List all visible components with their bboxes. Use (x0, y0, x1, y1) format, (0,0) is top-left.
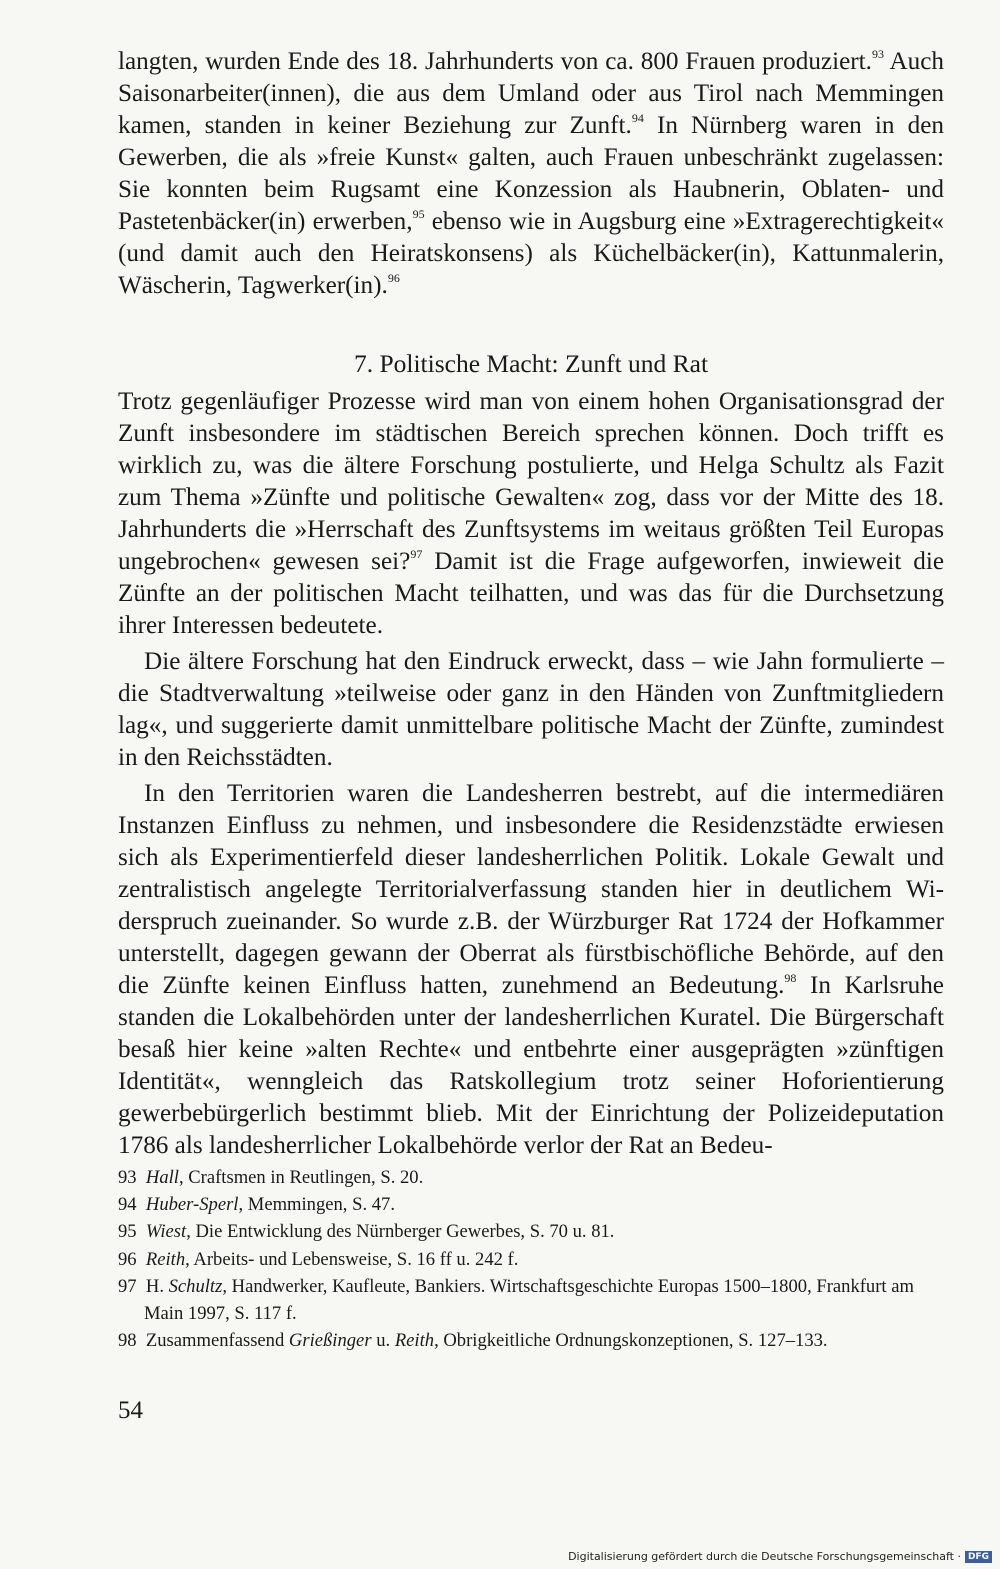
footnote-marker: 93 (871, 47, 884, 61)
footnote-author: Reith (145, 1248, 186, 1270)
digitization-note: Digitalisierung gefördert durch die Deutsche Forschungsgemeinschaft · (568, 1550, 961, 1563)
dfg-logo: DFG (965, 1551, 992, 1563)
footnote-marker: 98 (784, 971, 797, 985)
text-run: Trotz gegenläufiger Prozesse wird man von einem hohen Organisationsgrad der Zunft insbesondere im städtischen Bereich sprechen können. Doch trifft es wirklich zu, was die ältere Forschung postulierte, und Helga Schultz als Fazit zum Thema »Zünfte und politische Gewalten« zog, dass vor der Mitte des 18. Jahrhunderts die »Herrschaft des Zunftsystems im weitaus größten Teil Europas ungebrochen« gewesen sei? (118, 388, 944, 575)
text-run: ebenso wie in Augsburg eine »Extragerechtigkeit« (und damit auch den Heiratskonsens) als Küchelbäcker(in), Kattunmalerin, Wäscherin, Tagwerker(in). (118, 208, 945, 299)
paragraph-1 (118, 46, 944, 302)
footnote-author: Hall (145, 1167, 179, 1188)
footnote-number: 95 (118, 1221, 137, 1243)
footnote-author: Grießinger (288, 1330, 372, 1352)
text-run: In den Territorien waren die Landesherren bestrebt, auf die intermediären Instanzen Einfluss zu nehmen, und insbesondere die Residenzstädte erwiesen sich als Experimentierfeld dieser landesherrlichen Politik. Lokale Gewalt und zentralistisch angelegte Territorialverfassung standen hier in deutlichem Widerspruch zueinander. So wurde z.B. der Würzburger Rat 1724 der Hofkammer unterstellt, dagegen gewann der Oberrat als fürstbischöfliche Behörde, auf den die Zünfte keinen Einfluss hatten, zunehmend an Bedeutung. (118, 780, 944, 999)
footnote-marker: 96 (387, 271, 400, 285)
footnote-number: 96 (118, 1248, 137, 1270)
footnote (118, 1164, 944, 1191)
page-number: 54 (118, 1397, 143, 1424)
footnote-author: Huber-Sperl (145, 1194, 239, 1216)
text-run: Damit ist die Frage aufgeworfen, inwieweit die Zünfte an der politischen Macht teilhatten, und was das für die Durchsetzung ihrer Interessen bedeutete. (118, 548, 944, 639)
footnote-marker: 95 (412, 207, 425, 221)
footnote-author: Wiest (145, 1221, 187, 1243)
text-run: langten, wurden Ende des 18. Jahrhunderts von ca. 800 Frauen produziert. (118, 48, 872, 75)
paragraph-2 (118, 386, 944, 642)
footnote-text: , Die Entwicklung des Nürnberger Gewerbes, S. 70 u. 81. (186, 1221, 615, 1243)
text-run: Auch Saisonarbeiter(innen), die aus dem Umland oder aus Tirol nach Memmingen kamen, standen in keiner Beziehung zur Zunft. (118, 48, 945, 139)
text-run: Die ältere Forschung hat den Eindruck erweckt, dass – wie Jahn formulierte – die Stadtverwaltung »teilweise oder ganz in den Händen von Zunftmitgliedern lag«, und suggerierte damit unmittelbare politische Macht der Zünfte, zumindest in den Reichsstädten. (118, 648, 944, 771)
footnote-number: 93 (118, 1167, 137, 1188)
footnote (118, 1246, 944, 1273)
footnote-number: 94 (118, 1194, 137, 1216)
footnote (118, 1327, 944, 1354)
text-run: In Karlsruhe standen die Lokalbehörden unter der landesherrlichen Kuratel. Die Bürgerschaft besaß hier keine »alten Rechte« und entbehrte einer ausgeprägten »zünftigen Identität«, wenngleich das Ratskollegium trotz seiner Hoforientierung gewerbebürgerlich bestimmt blieb. Mit der Einrichtung der Polizeideputation 1786 als landesherrlicher Lokalbehörde verlor der Rat an Bedeu- (118, 972, 944, 1159)
digitization-footer (568, 1550, 992, 1563)
footnote-text: , Obrigkeitliche Ordnungskonzeptionen, S. 127–133. (434, 1330, 828, 1352)
book-page (118, 46, 944, 1354)
footnote (118, 1218, 944, 1245)
footnote-connector: u. (371, 1330, 395, 1352)
footnote-text: , Arbeits- und Lebensweise, S. 16 ff u. 242 f. (185, 1248, 519, 1270)
footnote-author: Schultz (168, 1275, 223, 1297)
section-heading: 7. Politische Macht: Zunft und Rat (353, 349, 709, 378)
footnote-text: , Handwerker, Kaufleute, Bankiers. Wirtschaftsgeschichte Europas 1500–1800, Frankfurt am Main 1997, S. 117 f. (144, 1275, 914, 1325)
paragraph-3 (118, 646, 944, 774)
footnote-marker: 94 (631, 111, 644, 125)
footnote-number: 98 (118, 1330, 137, 1352)
footnote (118, 1273, 944, 1327)
footnote (118, 1191, 944, 1218)
footnote-prefix: H. (145, 1275, 169, 1297)
footnote-number: 97 (118, 1275, 137, 1297)
footnote-text: , Craftsmen in Reutlingen, S. 20. (178, 1167, 424, 1188)
footnote-marker: 97 (410, 547, 423, 561)
text-run: In Nürnberg waren in den Gewerben, die als »freie Kunst« galten, auch Frauen unbeschränkt zugelassen: Sie konnten beim Rugsamt eine Konzession als Haubnerin, Oblaten- und Pastetenbäcker(in) erwerben, (118, 112, 944, 235)
footnote-text: , Memmingen, S. 47. (238, 1194, 395, 1216)
footnote-prefix: Zusammenfassend (145, 1330, 289, 1352)
footnote-author: Reith (394, 1330, 435, 1352)
paragraph-4 (118, 778, 944, 1162)
footnotes (118, 1164, 944, 1354)
